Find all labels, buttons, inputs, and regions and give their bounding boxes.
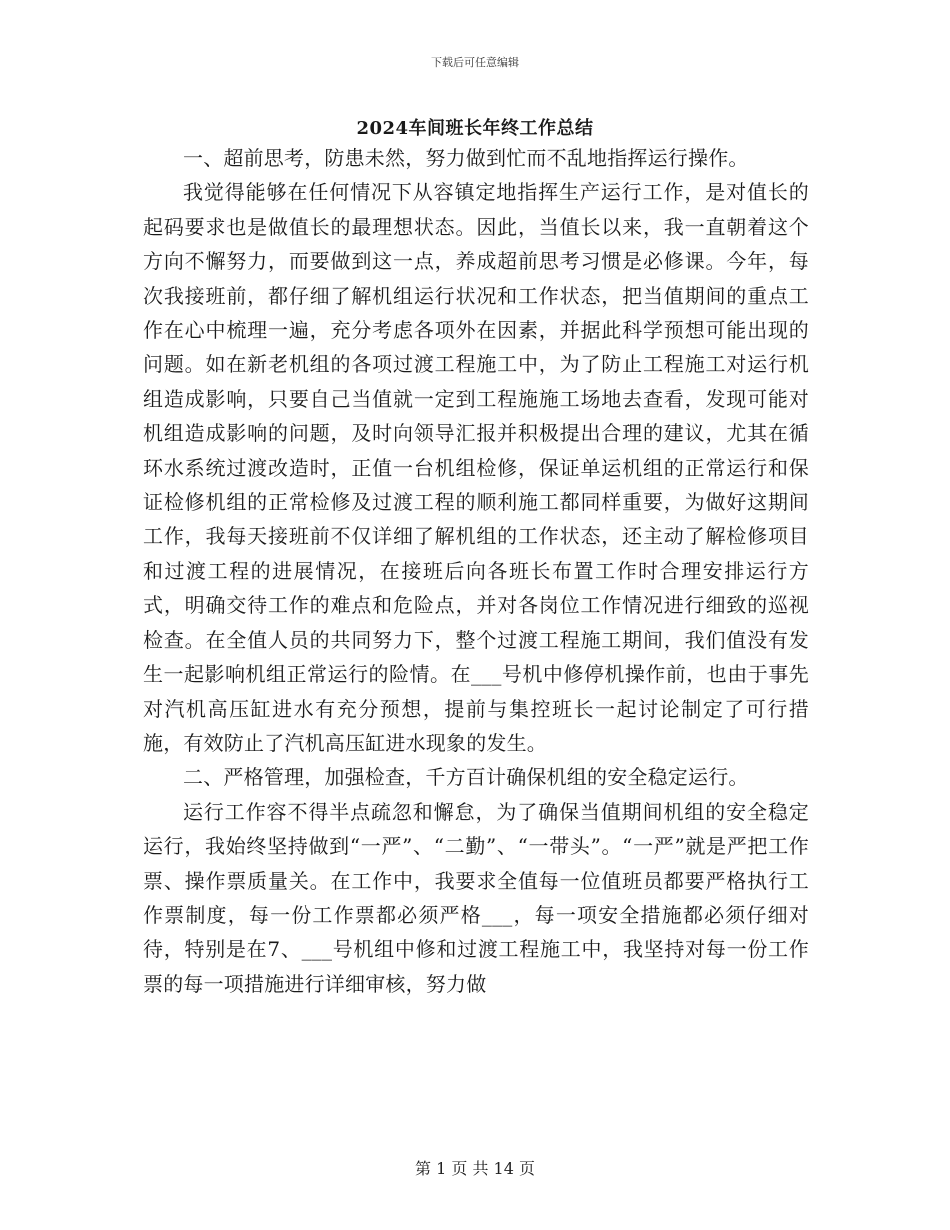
- page-number: 第 1 页 共 14 页: [415, 1159, 535, 1178]
- section-heading-2: 二、严格管理，加强检查，千方百计确保机组的安全稳定运行。: [183, 765, 749, 790]
- document-title: 2024车间班长年终工作总结: [356, 118, 594, 139]
- section-heading-1: 一、超前思考，防患未然，努力做到忙而不乱地指挥运行操作。: [183, 146, 749, 170]
- body-paragraph-2: 运行工作容不得半点疏忽和懈怠，为了确保当值期间机组的安全稳定运行，我始终坚持做到“一严”、“二勤”、“一带头”。“一严”就是严把工作票、操作票质量关。在工作中，我要求全值每一位值班员都要严格执行工作票制度，每一份工作票都必须严格___，每一项安全措施都必须仔细对待，特别是在7、___号机组中修和过渡工程施工中，我坚持对每一份工作票的每一项措施进行详细审核，努力做: [143, 799, 809, 996]
- header-note: 下载后可任意编辑: [431, 56, 519, 69]
- document-body: [143, 141, 809, 1001]
- body-paragraph-1: 我觉得能够在任何情况下从容镇定地指挥生产运行工作，是对值长的起码要求也是做值长的最理想状态。因此，当值长以来，我一直朝着这个方向不懈努力，而要做到这一点，养成超前思考习惯是必修课。今年，每次我接班前，都仔细了解机组运行状况和工作状态，把当值期间的重点工作在心中梳理一遍，充分考虑各项外在因素，并据此科学预想可能出现的问题。如在新老机组的各项过渡工程施工中，为了防止工程施工对运行机组造成影响，只要自己当值就一定到工程施施工场地去查看，发现可能对机组造成影响的问题，及时向领导汇报并积极提出合理的建议，尤其在循环水系统过渡改造时，正值一台机组检修，保证单运机组的正常运行和保证检修机组的正常检修及过渡工程的顺利施工都同样重要，为做好这期间工作，我每天接班前不仅详细了解机组的工作状态，还主动了解检修项目和过渡工程的进展情况，在接班后向各班长布置工作时合理安排运行方式，明确交待工作的难点和危险点，并对各岗位工作情况进行细致的巡视检查。在全值人员的共同努力下，整个过渡工程施工期间，我们值没有发生一起影响机组正常运行的险情。在___号机中修停机操作前，也由于事先对汽机高压缸进水有充分预想，提前与集控班长一起讨论制定了可行措施，有效防止了汽机高压缸进水现象的发生。: [143, 180, 809, 755]
